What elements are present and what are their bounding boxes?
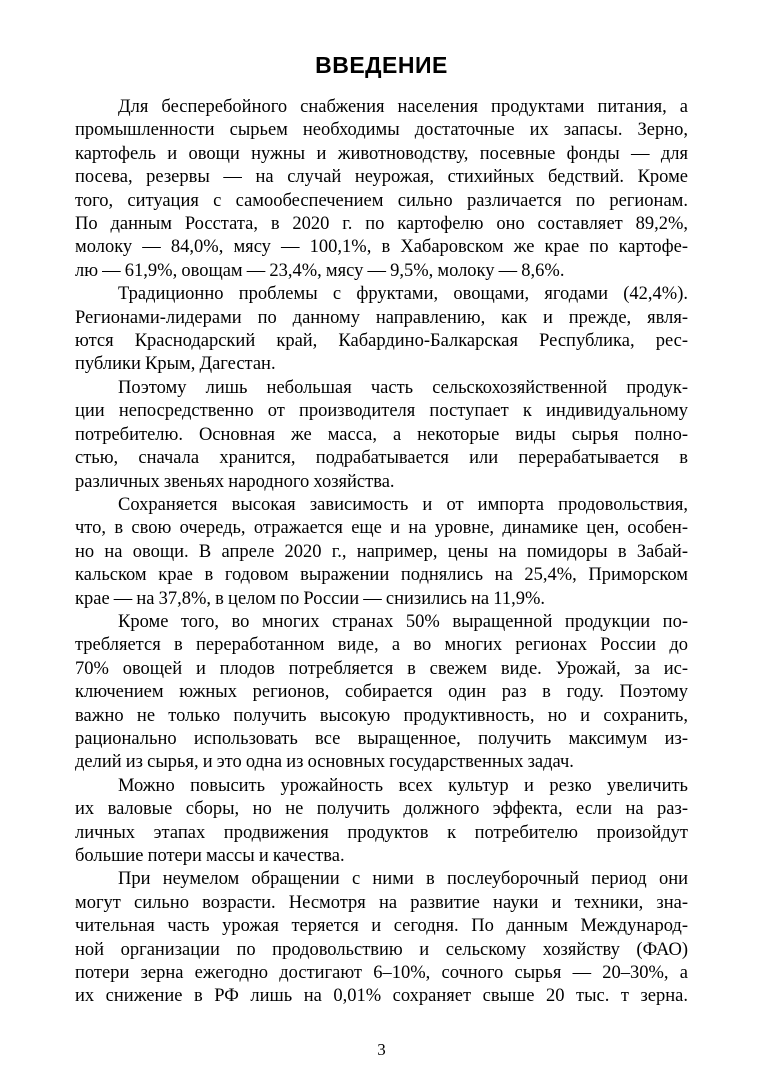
text-line: картофель и овощи нужны и животноводству, посевные фонды — для — [75, 143, 688, 164]
text-line: крае — на 37,8%, в целом по России — снизились на 11,9%. — [75, 588, 545, 609]
text-line: ются Краснодарский край, Кабардино-Балкарская Республика, рес- — [75, 331, 688, 352]
text-line: 70% овощей и плодов потребляется в свежем виде. Урожай, за ис- — [75, 658, 688, 679]
text-line: кальском крае в годовом выражении поднялись на 25,4%, Приморском — [75, 565, 688, 586]
paragraph — [75, 283, 688, 377]
text-line: Кроме того, во многих странах 50% выращенной продукции по- — [118, 611, 688, 632]
text-line: промышленности сырьем необходимы достаточные их запасы. Зерно, — [75, 120, 688, 141]
text-line: ключением южных регионов, собирается один раз в году. Поэтому — [75, 682, 688, 703]
text-line: Можно повысить урожайность всех культур и резко увеличить — [118, 775, 688, 796]
text-line: лю — 61,9%, овощам — 23,4%, мясу — 9,5%, молоку — 8,6%. — [75, 260, 565, 281]
text-line: Для бесперебойного снабжения населения продуктами питания, а — [118, 97, 688, 117]
text-line: их снижение в РФ лишь на 0,01% сохраняет свыше 20 тыс. т зерна. — [75, 986, 688, 1007]
text-line: важно не только получить высокую продуктивность, но и сохранить, — [75, 705, 688, 726]
text-line: ной организации по продовольствию и сельскому хозяйству (ФАО) — [75, 939, 688, 960]
text-line: ции непосредственно от производителя поступает к индивидуальному — [75, 401, 688, 422]
text-line: требляется в переработанном виде, а во многих регионах России до — [75, 635, 688, 656]
text-line: потребителю. Основная же масса, а некоторые виды сырья полно- — [75, 424, 688, 445]
paragraph — [75, 494, 688, 611]
text-line: чительная часть урожая теряется и сегодня. По данным Международ- — [75, 916, 688, 937]
text-line: что, в свою очередь, отражается еще и на уровне, динамике цен, особен- — [75, 518, 688, 539]
text-line: молоку — 84,0%, мясу — 100,1%, в Хабаровском же крае по картофе- — [75, 237, 688, 258]
text-line: личных этапах продвижения продуктов к потребителю произойдут — [75, 822, 688, 843]
text-line: могут сильно возрасти. Несмотря на развитие науки и техники, зна- — [75, 892, 688, 913]
body-text — [75, 96, 688, 1009]
text-line: Традиционно проблемы с фруктами, овощами, ягодами (42,4%). — [118, 284, 688, 305]
text-line: Регионами-лидерами по данному направлению, как и прежде, явля- — [75, 307, 688, 328]
paragraph — [75, 775, 688, 869]
text-line: По данным Росстата, в 2020 г. по картофелю оно составляет 89,2%, — [75, 214, 688, 235]
page-title: ВВЕДЕНИЕ — [315, 52, 448, 78]
text-line: посева, резервы — на случай неурожая, стихийных бедствий. Кроме — [75, 167, 688, 188]
paragraph — [75, 96, 688, 283]
text-line: Сохраняется высокая зависимость и от импорта продовольствия, — [118, 494, 688, 515]
paragraph — [75, 377, 688, 494]
text-line: различных звеньях народного хозяйства. — [75, 471, 395, 492]
paragraph — [75, 868, 688, 1008]
text-line: но на овощи. В апреле 2020 г., например, цены на помидоры в Забай- — [75, 541, 688, 562]
text-line: При неумелом обращении с ними в послеуборочный период они — [118, 869, 688, 890]
text-line: их валовые сборы, но не получить должного эффекта, если на раз- — [75, 799, 688, 820]
paragraph — [75, 611, 688, 775]
text-line: делий из сырья, и это одна из основных государственных задач. — [75, 752, 574, 773]
text-line: большие потери массы и качества. — [75, 846, 345, 866]
page-number: 3 — [377, 1040, 386, 1059]
text-line: стью, сначала хранится, подрабатывается или перерабатывается в — [75, 448, 688, 469]
text-line: того, ситуация с самообеспечением сильно различается по регионам. — [75, 190, 688, 211]
text-line: рационально использовать все выращенное, получить максимум из- — [75, 728, 688, 749]
text-line: Поэтому лишь небольшая часть сельскохозяйственной продук- — [118, 377, 688, 398]
text-line: публики Крым, Дагестан. — [75, 354, 276, 375]
text-line: потери зерна ежегодно достигают 6–10%, сочного сырья — 20–30%, а — [75, 963, 688, 984]
